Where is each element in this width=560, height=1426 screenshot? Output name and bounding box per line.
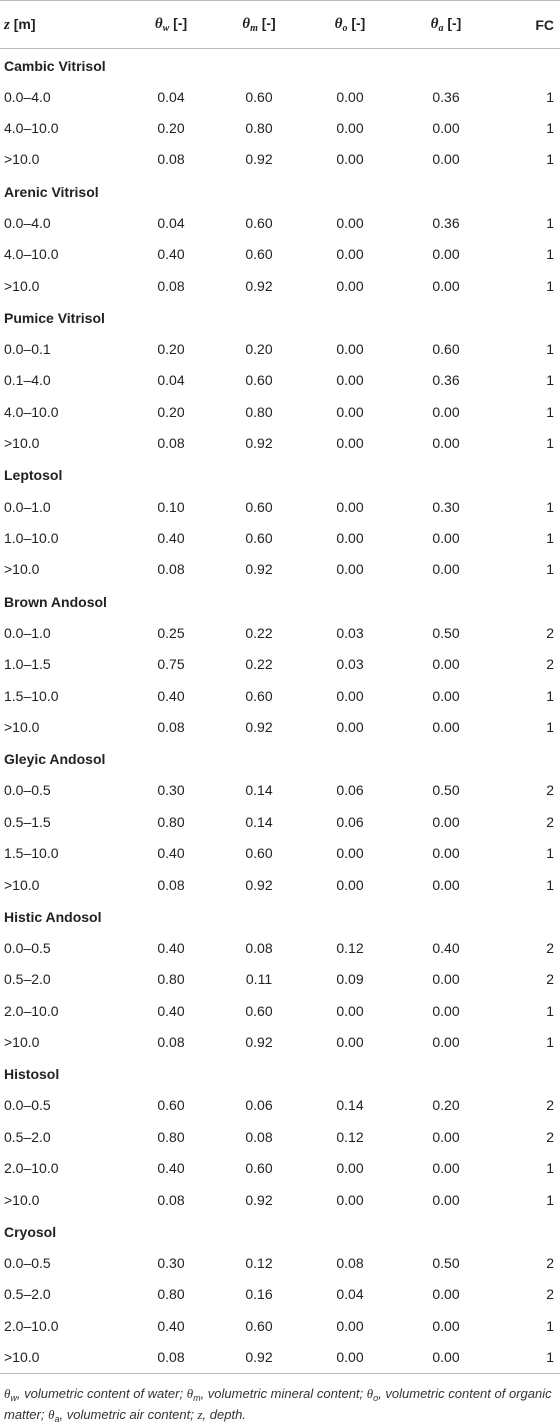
fc-cell: 2 [546, 1286, 554, 1303]
depth-cell: 0.0–0.5 [4, 939, 51, 956]
group-name: Cambic Vitrisol [4, 57, 106, 74]
theta-a-cell: 0.30 [432, 498, 460, 515]
theta-o-cell: 0.00 [336, 277, 364, 294]
theta-w-cell: 0.80 [157, 813, 185, 830]
theta-m-cell: 0.60 [245, 1317, 273, 1334]
theta-w-cell: 0.08 [157, 876, 185, 893]
table-row [0, 775, 560, 806]
theta-w-cell: 0.08 [128, 1342, 214, 1374]
fc-cell: 1 [546, 88, 554, 105]
table-row [0, 1121, 560, 1152]
theta-m-cell: 0.92 [245, 151, 273, 168]
table-row [0, 964, 560, 995]
theta-w-cell: 0.08 [157, 1191, 185, 1208]
footnote-symbol: θ [186, 1385, 194, 1401]
group-header-row [0, 585, 560, 617]
fc-cell: 1 [496, 1342, 560, 1374]
header-theta-m: $\theta_m$ [-] [214, 1, 304, 49]
depth-cell: 2.0–10.0 [4, 1160, 59, 1177]
theta-o-cell: 0.00 [336, 498, 364, 515]
fc-cell: 1 [546, 529, 554, 546]
group-header-row [0, 1215, 560, 1247]
fc-cell: 1 [546, 1034, 554, 1051]
fc-cell: 1 [546, 151, 554, 168]
theta-a-cell: 0.50 [432, 782, 460, 799]
depth-cell: >10.0 [4, 718, 40, 735]
footnote-symbol: z [197, 1406, 203, 1422]
table-row [0, 491, 560, 522]
footnote-text: , volumetric mineral content; [200, 1385, 367, 1401]
theta-m-cell: 0.92 [214, 1342, 304, 1374]
depth-cell: >10.0 [4, 1034, 40, 1051]
theta-o-cell: 0.00 [336, 246, 364, 263]
theta-o-cell: 0.00 [336, 151, 364, 168]
theta-w-cell: 0.04 [157, 88, 185, 105]
fc-cell: 2 [546, 813, 554, 830]
header-depth: z [m] [0, 1, 128, 49]
depth-cell: 0.5–2.0 [4, 1286, 51, 1303]
theta-m-cell: 0.92 [245, 1191, 273, 1208]
theta-o-cell: 0.09 [336, 971, 364, 988]
theta-o-cell: 0.00 [336, 561, 364, 578]
theta-o-cell: 0.00 [336, 372, 364, 389]
table-row [0, 144, 560, 175]
depth-cell: 0.5–2.0 [4, 1128, 51, 1145]
theta-w-cell: 0.80 [157, 1128, 185, 1145]
theta-w-cell: 0.40 [157, 1317, 185, 1334]
theta-o-cell: 0.00 [304, 1342, 396, 1374]
fc-cell: 2 [546, 624, 554, 641]
fc-cell: 1 [546, 1002, 554, 1019]
theta-o-cell: 0.00 [336, 718, 364, 735]
theta-a-cell: 0.00 [432, 120, 460, 137]
theta-o-cell: 0.00 [336, 1034, 364, 1051]
theta-m-cell: 0.92 [245, 1034, 273, 1051]
theta-m-cell: 0.08 [245, 939, 273, 956]
footnote-text: , volumetric air content; [59, 1406, 198, 1422]
theta-a-cell: 0.00 [432, 1128, 460, 1145]
table-row [0, 806, 560, 837]
group-name: Arenic Vitrisol [4, 183, 99, 200]
theta-o-cell: 0.14 [336, 1097, 364, 1114]
theta-w-cell: 0.40 [157, 246, 185, 263]
theta-m-cell: 0.12 [245, 1255, 273, 1272]
theta-w-cell: 0.08 [157, 561, 185, 578]
table-row [0, 869, 560, 900]
group-name: Leptosol [4, 467, 63, 484]
theta-o-cell: 0.12 [336, 1128, 364, 1145]
group-header-row [0, 175, 560, 207]
depth-cell: >10.0 [4, 151, 40, 168]
theta-m-cell: 0.14 [245, 782, 273, 799]
theta-o-cell: 0.08 [336, 1255, 364, 1272]
theta-w-cell: 0.60 [157, 1097, 185, 1114]
theta-a-cell: 0.00 [432, 1317, 460, 1334]
theta-o-cell: 0.00 [336, 1317, 364, 1334]
depth-cell: 4.0–10.0 [4, 120, 59, 137]
fc-cell: 2 [546, 656, 554, 673]
table-row [0, 1090, 560, 1121]
theta-w-cell: 0.25 [157, 624, 185, 641]
depth-cell: 0.1–4.0 [4, 372, 51, 389]
theta-o-cell: 0.00 [336, 1160, 364, 1177]
theta-m-cell: 0.92 [245, 435, 273, 452]
theta-w-cell: 0.40 [157, 529, 185, 546]
footnote-subscript: w [10, 1392, 17, 1403]
theta-w-cell: 0.40 [157, 687, 185, 704]
fc-cell: 1 [546, 845, 554, 862]
theta-a-cell: 0.50 [432, 624, 460, 641]
table-row [0, 112, 560, 143]
theta-a-cell: 0.50 [432, 1255, 460, 1272]
theta-a-cell: 0.00 [432, 656, 460, 673]
table-row [0, 396, 560, 427]
depth-cell: 1.5–10.0 [4, 845, 59, 862]
depth-cell: 0.0–0.5 [4, 782, 51, 799]
group-header-row [0, 743, 560, 775]
theta-m-cell: 0.60 [245, 845, 273, 862]
fc-cell: 2 [546, 782, 554, 799]
theta-m-cell: 0.92 [245, 561, 273, 578]
table-row [0, 270, 560, 301]
table-row [0, 1184, 560, 1215]
depth-cell: 1.0–1.5 [4, 656, 51, 673]
depth-cell: 0.5–2.0 [4, 971, 51, 988]
theta-m-cell: 0.11 [245, 971, 273, 988]
theta-m-cell: 0.60 [245, 1002, 273, 1019]
theta-o-cell: 0.00 [336, 214, 364, 231]
footnote-subscript: a [54, 1413, 60, 1424]
theta-m-cell: 0.14 [245, 813, 273, 830]
theta-w-cell: 0.08 [157, 435, 185, 452]
depth-cell: 2.0–10.0 [4, 1002, 59, 1019]
fc-cell: 1 [546, 876, 554, 893]
fc-cell: 1 [546, 1317, 554, 1334]
fc-cell: 1 [546, 403, 554, 420]
theta-o-cell: 0.12 [336, 939, 364, 956]
theta-w-cell: 0.04 [157, 214, 185, 231]
depth-cell: 0.0–0.5 [4, 1255, 51, 1272]
theta-w-cell: 0.08 [157, 1034, 185, 1051]
table-row [0, 1279, 560, 1310]
table-row [0, 680, 560, 711]
fc-cell: 1 [546, 277, 554, 294]
theta-a-cell: 0.60 [432, 341, 460, 358]
theta-m-cell: 0.60 [245, 88, 273, 105]
group-name: Histic Andosol [4, 908, 102, 925]
theta-m-cell: 0.60 [245, 498, 273, 515]
theta-a-cell: 0.00 [432, 813, 460, 830]
theta-m-cell: 0.60 [245, 214, 273, 231]
theta-o-cell: 0.00 [336, 403, 364, 420]
group-header-row [0, 1058, 560, 1090]
theta-w-cell: 0.30 [157, 1255, 185, 1272]
theta-m-cell: 0.60 [245, 529, 273, 546]
theta-a-cell: 0.00 [432, 1160, 460, 1177]
fc-cell: 1 [546, 1191, 554, 1208]
theta-m-cell: 0.92 [245, 718, 273, 735]
table-row [0, 837, 560, 868]
theta-w-cell: 0.08 [157, 718, 185, 735]
group-header-row [0, 49, 560, 82]
footnote-text: , volumetric content of water; [16, 1385, 187, 1401]
footnote-subscript: o [373, 1392, 379, 1403]
theta-a-cell: 0.00 [432, 1286, 460, 1303]
fc-cell: 1 [546, 120, 554, 137]
fc-cell: 1 [546, 435, 554, 452]
theta-a-cell: 0.00 [432, 561, 460, 578]
theta-a-cell: 0.00 [432, 1191, 460, 1208]
header-theta-w: $\theta_w$ [-] [128, 1, 214, 49]
theta-o-cell: 0.03 [336, 656, 364, 673]
theta-m-cell: 0.60 [245, 246, 273, 263]
theta-w-cell: 0.08 [157, 277, 185, 294]
depth-cell: >10.0 [4, 1191, 40, 1208]
depth-cell: >10.0 [4, 561, 40, 578]
theta-m-cell: 0.08 [245, 1128, 273, 1145]
theta-w-cell: 0.04 [157, 372, 185, 389]
fc-cell: 2 [546, 971, 554, 988]
theta-a-cell: 0.00 [432, 529, 460, 546]
theta-a-cell: 0.00 [432, 687, 460, 704]
fc-cell: 1 [546, 341, 554, 358]
theta-w-cell: 0.40 [157, 1160, 185, 1177]
theta-w-cell: 0.30 [157, 782, 185, 799]
group-name: Histosol [4, 1066, 60, 1083]
theta-a-cell: 0.00 [432, 246, 460, 263]
theta-w-cell: 0.08 [157, 151, 185, 168]
theta-a-cell: 0.00 [432, 1002, 460, 1019]
theta-o-cell: 0.00 [336, 529, 364, 546]
theta-m-cell: 0.16 [245, 1286, 273, 1303]
theta-w-cell: 0.10 [157, 498, 185, 515]
table-row [0, 207, 560, 238]
table-footnote [0, 1374, 560, 1426]
table-row [0, 428, 560, 459]
header-fc: FC [496, 1, 560, 49]
theta-o-cell: 0.00 [336, 435, 364, 452]
theta-a-cell: 0.00 [432, 1034, 460, 1051]
theta-a-cell: 0.00 [432, 876, 460, 893]
fc-cell: 1 [546, 1160, 554, 1177]
table-row [0, 648, 560, 679]
table-row [0, 239, 560, 270]
fc-cell: 1 [546, 561, 554, 578]
depth-cell: >10.0 [4, 876, 40, 893]
depth-cell: >10.0 [4, 277, 40, 294]
table-row [0, 1310, 560, 1341]
theta-a-cell: 0.00 [396, 1342, 496, 1374]
depth-cell: 0.0–0.5 [4, 1097, 51, 1114]
footnote-text: , depth. [202, 1406, 246, 1422]
theta-w-cell: 0.20 [157, 403, 185, 420]
theta-w-cell: 0.80 [157, 971, 185, 988]
theta-o-cell: 0.00 [336, 120, 364, 137]
theta-o-cell: 0.00 [336, 687, 364, 704]
header-theta-o: $\theta_o$ [-] [304, 1, 396, 49]
group-name: Brown Andosol [4, 593, 107, 610]
theta-m-cell: 0.22 [245, 624, 273, 641]
theta-w-cell: 0.40 [157, 845, 185, 862]
theta-o-cell: 0.00 [336, 1002, 364, 1019]
fc-cell: 1 [546, 498, 554, 515]
fc-cell: 2 [546, 1128, 554, 1145]
theta-m-cell: 0.20 [245, 341, 273, 358]
header-theta-a: $\theta_a$ [-] [396, 1, 496, 49]
theta-w-cell: 0.75 [157, 656, 185, 673]
theta-a-cell: 0.20 [432, 1097, 460, 1114]
group-header-row [0, 459, 560, 491]
table-row [0, 1342, 560, 1374]
depth-cell: 1.0–10.0 [4, 529, 59, 546]
footnote-text: , volumetric content of organic matter; [4, 1385, 552, 1422]
table-row [0, 554, 560, 585]
theta-m-cell: 0.60 [245, 372, 273, 389]
theta-w-cell: 0.80 [157, 1286, 185, 1303]
theta-o-cell: 0.00 [336, 1191, 364, 1208]
depth-cell: >10.0 [0, 1342, 128, 1374]
table-row [0, 1026, 560, 1057]
group-name: Cryosol [4, 1223, 57, 1240]
theta-a-cell: 0.00 [432, 151, 460, 168]
depth-cell: 4.0–10.0 [4, 246, 59, 263]
theta-o-cell: 0.00 [336, 876, 364, 893]
depth-cell: 0.0–4.0 [4, 88, 51, 105]
theta-a-cell: 0.00 [432, 435, 460, 452]
table-row [0, 333, 560, 364]
table-header [0, 1, 560, 49]
footnote-symbol: θ [366, 1385, 374, 1401]
depth-cell: 0.0–1.0 [4, 498, 51, 515]
footnote-subscript: m [193, 1392, 201, 1403]
table-row [0, 365, 560, 396]
theta-o-cell: 0.00 [336, 845, 364, 862]
table-row [0, 522, 560, 553]
depth-cell: 0.5–1.5 [4, 813, 51, 830]
depth-cell: 2.0–10.0 [4, 1317, 59, 1334]
group-name: Gleyic Andosol [4, 751, 106, 768]
theta-a-cell: 0.36 [432, 88, 460, 105]
theta-w-cell: 0.40 [157, 1002, 185, 1019]
fc-cell: 2 [546, 1097, 554, 1114]
theta-w-cell: 0.20 [157, 120, 185, 137]
depth-cell: 0.0–0.1 [4, 341, 51, 358]
fc-cell: 2 [546, 939, 554, 956]
group-header-row [0, 301, 560, 333]
theta-o-cell: 0.00 [336, 88, 364, 105]
theta-a-cell: 0.36 [432, 372, 460, 389]
table-row [0, 1153, 560, 1184]
table-body [0, 49, 560, 1374]
depth-cell: 1.5–10.0 [4, 687, 59, 704]
theta-a-cell: 0.00 [432, 718, 460, 735]
fc-cell: 1 [546, 214, 554, 231]
theta-m-cell: 0.60 [245, 687, 273, 704]
table-row [0, 81, 560, 112]
theta-o-cell: 0.03 [336, 624, 364, 641]
depth-cell: >10.0 [4, 435, 40, 452]
theta-a-cell: 0.36 [432, 214, 460, 231]
group-header-row [0, 900, 560, 932]
theta-a-cell: 0.00 [432, 845, 460, 862]
footnote-symbol: θ [4, 1385, 11, 1401]
fc-cell: 1 [546, 687, 554, 704]
fc-cell: 2 [546, 1255, 554, 1272]
theta-m-cell: 0.60 [245, 1160, 273, 1177]
fc-cell: 1 [546, 372, 554, 389]
theta-o-cell: 0.06 [336, 813, 364, 830]
table-row [0, 932, 560, 963]
theta-w-cell: 0.20 [157, 341, 185, 358]
theta-m-cell: 0.80 [245, 403, 273, 420]
theta-m-cell: 0.92 [245, 277, 273, 294]
table-row [0, 711, 560, 742]
theta-m-cell: 0.80 [245, 120, 273, 137]
theta-m-cell: 0.06 [245, 1097, 273, 1114]
theta-o-cell: 0.00 [336, 341, 364, 358]
theta-a-cell: 0.40 [432, 939, 460, 956]
depth-cell: 4.0–10.0 [4, 403, 59, 420]
depth-cell: 0.0–4.0 [4, 214, 51, 231]
header-row [0, 1, 560, 49]
fc-cell: 1 [546, 718, 554, 735]
theta-o-cell: 0.04 [336, 1286, 364, 1303]
depth-cell: 0.0–1.0 [4, 624, 51, 641]
fc-cell: 1 [546, 246, 554, 263]
footnote-symbol: θ [48, 1406, 55, 1422]
theta-w-cell: 0.40 [157, 939, 185, 956]
table-row [0, 995, 560, 1026]
theta-m-cell: 0.92 [245, 876, 273, 893]
table-row [0, 617, 560, 648]
theta-a-cell: 0.00 [432, 277, 460, 294]
table-row [0, 1247, 560, 1278]
theta-o-cell: 0.06 [336, 782, 364, 799]
theta-m-cell: 0.22 [245, 656, 273, 673]
theta-a-cell: 0.00 [432, 971, 460, 988]
theta-a-cell: 0.00 [432, 403, 460, 420]
group-name: Pumice Vitrisol [4, 309, 105, 326]
